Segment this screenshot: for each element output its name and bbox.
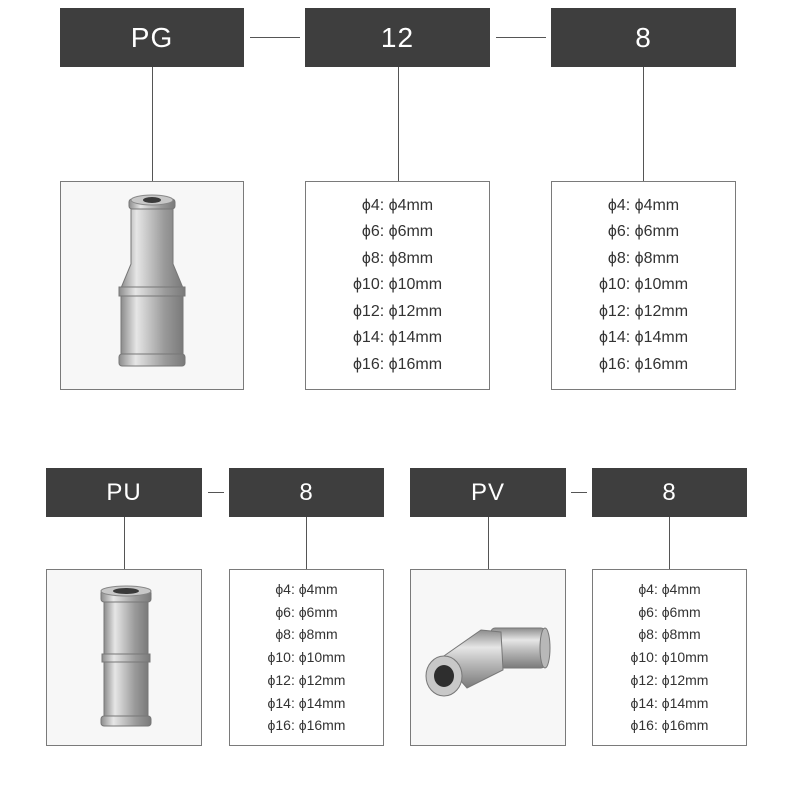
code-label-8: 8 <box>551 8 736 67</box>
connector-line <box>496 37 546 38</box>
leader-line <box>398 67 399 181</box>
spec-row: ϕ10: ϕ10mm <box>267 649 346 666</box>
leader-line <box>152 67 153 181</box>
spec-row: ϕ16: ϕ16mm <box>598 355 689 373</box>
spec-row: ϕ10: ϕ10mm <box>598 276 689 294</box>
spec-row: ϕ14: ϕ14mm <box>630 694 709 711</box>
product-photo-pv <box>410 569 566 746</box>
spec-list-pu <box>229 569 384 746</box>
straight-union-fitting-icon <box>47 570 201 745</box>
spec-row: ϕ12: ϕ12mm <box>630 671 709 688</box>
connector-line <box>571 492 587 493</box>
product-photo-pg <box>60 181 244 390</box>
spec-row: ϕ14: ϕ14mm <box>598 329 689 347</box>
spec-row: ϕ16: ϕ16mm <box>352 355 443 373</box>
spec-row: ϕ6: ϕ6mm <box>361 223 434 241</box>
spec-list-a <box>305 181 490 390</box>
code-label-12: 12 <box>305 8 490 67</box>
product-photo-pu <box>46 569 202 746</box>
leader-line <box>669 517 670 569</box>
spec-row: ϕ4: ϕ4mm <box>275 580 338 597</box>
leader-line <box>643 67 644 181</box>
spec-row: ϕ12: ϕ12mm <box>267 671 346 688</box>
spec-row: ϕ6: ϕ6mm <box>638 603 701 620</box>
leader-line <box>306 517 307 569</box>
spec-row: ϕ10: ϕ10mm <box>352 276 443 294</box>
connector-line <box>250 37 300 38</box>
spec-row: ϕ12: ϕ12mm <box>352 302 443 320</box>
leader-line <box>124 517 125 569</box>
code-label-8: 8 <box>229 468 384 517</box>
spec-row: ϕ6: ϕ6mm <box>607 223 680 241</box>
spec-row: ϕ8: ϕ8mm <box>275 626 338 643</box>
spec-row: ϕ8: ϕ8mm <box>607 249 680 267</box>
spec-row: ϕ12: ϕ12mm <box>598 302 689 320</box>
code-label-pv: PV <box>410 468 566 517</box>
spec-row: ϕ4: ϕ4mm <box>607 196 680 214</box>
spec-row: ϕ4: ϕ4mm <box>638 580 701 597</box>
spec-row: ϕ8: ϕ8mm <box>638 626 701 643</box>
code-label-8: 8 <box>592 468 747 517</box>
spec-row: ϕ14: ϕ14mm <box>352 329 443 347</box>
spec-row: ϕ6: ϕ6mm <box>275 603 338 620</box>
leader-line <box>488 517 489 569</box>
elbow-union-fitting-icon <box>411 570 565 745</box>
code-label-pg: PG <box>60 8 244 67</box>
spec-row: ϕ16: ϕ16mm <box>267 717 346 734</box>
spec-row: ϕ14: ϕ14mm <box>267 694 346 711</box>
code-label-pu: PU <box>46 468 202 517</box>
reducer-straight-fitting-icon <box>61 182 243 389</box>
spec-list-b <box>551 181 736 390</box>
spec-list-pv <box>592 569 747 746</box>
spec-row: ϕ4: ϕ4mm <box>361 196 434 214</box>
spec-row: ϕ16: ϕ16mm <box>630 717 709 734</box>
spec-row: ϕ10: ϕ10mm <box>630 649 709 666</box>
connector-line <box>208 492 224 493</box>
spec-row: ϕ8: ϕ8mm <box>361 249 434 267</box>
